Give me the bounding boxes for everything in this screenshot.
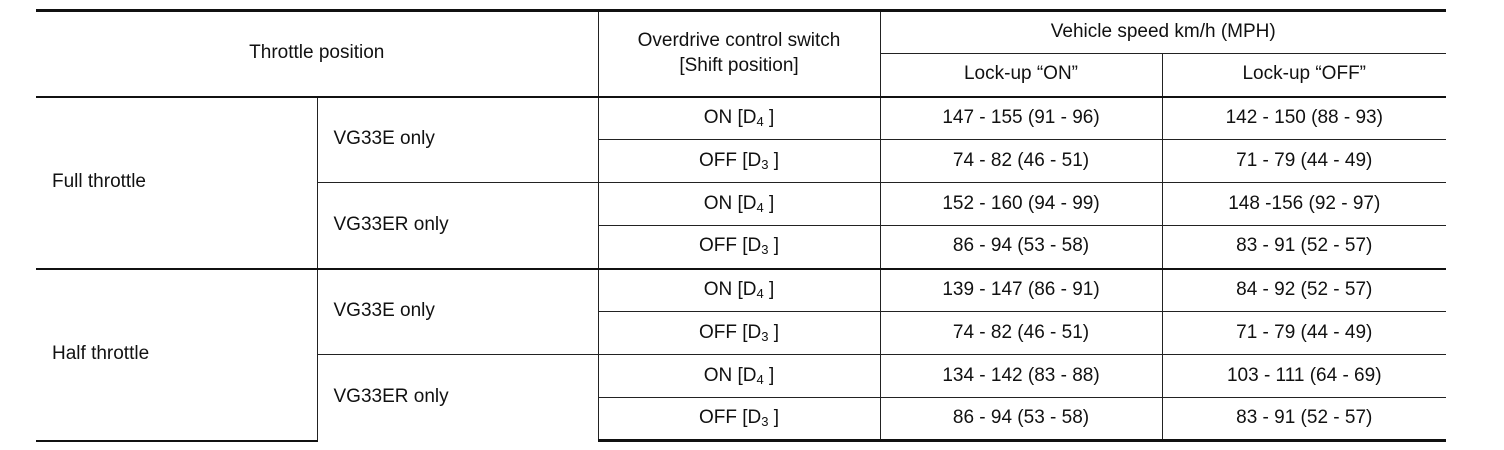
bracket-close: ] — [763, 364, 775, 386]
overdrive-switch-header-line1: Overdrive control switch — [637, 30, 841, 52]
throttle-label: Half throttle — [52, 343, 150, 365]
switch-state: ON — [703, 192, 733, 214]
gear-letter: D — [742, 192, 757, 214]
bracket-close: ] — [763, 106, 775, 128]
bracket-close: ] — [768, 235, 780, 257]
engine-cell — [317, 355, 598, 441]
bracket-open: [ — [732, 278, 743, 300]
gear-number: 4 — [756, 199, 764, 215]
throttle-position-header-text: Throttle position — [249, 42, 385, 64]
lockup-on-header-text: Lock-up “ON” — [963, 63, 1079, 85]
shift-position-cell — [598, 97, 880, 140]
bracket-open: [ — [736, 149, 748, 171]
lockup-on-value: 74 - 82 (46 - 51) — [880, 312, 1162, 355]
gear-letter: D — [747, 321, 762, 343]
gear-letter: D — [747, 149, 762, 171]
overdrive-switch-header-line2: [Shift position] — [679, 54, 799, 76]
shift-position-cell — [598, 183, 880, 226]
lockup-off-value: 84 - 92 (52 - 57) — [1162, 269, 1446, 312]
lockup-off-value: 103 - 111 (64 - 69) — [1162, 355, 1446, 398]
bracket-open: [ — [736, 407, 748, 429]
switch-state: OFF — [698, 407, 737, 429]
engine-label: VG33E only — [333, 300, 435, 322]
throttle-cell — [36, 269, 317, 441]
table-row — [36, 269, 1446, 312]
lockup-on-value: 86 - 94 (53 - 58) — [880, 398, 1162, 441]
switch-state: ON — [703, 278, 733, 300]
vehicle-speed-table — [36, 9, 1446, 442]
throttle-label: Full throttle — [52, 171, 146, 193]
lockup-off-header-text: Lock-up “OFF” — [1242, 63, 1367, 85]
bracket-open: [ — [732, 192, 743, 214]
shift-position-cell — [598, 140, 880, 183]
gear-letter: D — [742, 364, 757, 386]
lockup-on-value: 74 - 82 (46 - 51) — [880, 140, 1162, 183]
vehicle-speed-header — [880, 11, 1446, 54]
engine-cell — [317, 183, 598, 269]
gear-number: 3 — [761, 156, 769, 172]
gear-number: 3 — [761, 242, 769, 258]
gear-number: 3 — [761, 414, 769, 430]
lockup-on-value: 139 - 147 (86 - 91) — [880, 269, 1162, 312]
lockup-off-value: 148 -156 (92 - 97) — [1162, 183, 1446, 226]
bracket-open: [ — [736, 235, 748, 257]
bracket-close: ] — [768, 149, 780, 171]
lockup-on-value: 152 - 160 (94 - 99) — [880, 183, 1162, 226]
switch-state: OFF — [698, 149, 737, 171]
vehicle-speed-header-text: Vehicle speed km/h (MPH) — [1050, 21, 1276, 43]
throttle-position-header — [36, 11, 598, 97]
lockup-off-value: 71 - 79 (44 - 49) — [1162, 312, 1446, 355]
gear-number: 4 — [756, 113, 764, 129]
gear-letter: D — [742, 106, 757, 128]
switch-state: ON — [703, 106, 733, 128]
bracket-open: [ — [732, 364, 743, 386]
gear-letter: D — [747, 235, 762, 257]
gear-number: 4 — [756, 285, 764, 301]
lockup-off-value: 83 - 91 (52 - 57) — [1162, 226, 1446, 269]
switch-state: OFF — [698, 235, 737, 257]
lockup-on-value: 147 - 155 (91 - 96) — [880, 97, 1162, 140]
shift-position-cell — [598, 269, 880, 312]
bracket-close: ] — [763, 192, 775, 214]
table-body — [36, 97, 1446, 441]
engine-cell — [317, 97, 598, 183]
throttle-cell — [36, 97, 317, 269]
shift-position-cell — [598, 355, 880, 398]
bracket-open: [ — [736, 321, 748, 343]
gear-number: 3 — [761, 328, 769, 344]
shift-position-cell — [598, 312, 880, 355]
bracket-close: ] — [763, 278, 775, 300]
bracket-close: ] — [768, 407, 780, 429]
switch-state: OFF — [698, 321, 737, 343]
shift-position-cell — [598, 398, 880, 441]
bracket-close: ] — [768, 321, 780, 343]
lockup-off-value: 71 - 79 (44 - 49) — [1162, 140, 1446, 183]
shift-position-cell — [598, 226, 880, 269]
lockup-on-value: 134 - 142 (83 - 88) — [880, 355, 1162, 398]
lockup-on-header — [880, 54, 1162, 97]
lockup-off-value: 83 - 91 (52 - 57) — [1162, 398, 1446, 441]
table-row — [36, 97, 1446, 140]
bracket-open: [ — [732, 106, 743, 128]
gear-letter: D — [742, 278, 757, 300]
engine-label: VG33ER only — [333, 386, 449, 408]
engine-label: VG33ER only — [333, 213, 449, 235]
engine-label: VG33E only — [333, 128, 435, 150]
engine-cell — [317, 269, 598, 355]
switch-state: ON — [703, 364, 733, 386]
lockup-on-value: 86 - 94 (53 - 58) — [880, 226, 1162, 269]
gear-number: 4 — [756, 371, 764, 387]
lockup-off-value: 142 - 150 (88 - 93) — [1162, 97, 1446, 140]
lockup-off-header — [1162, 54, 1446, 97]
gear-letter: D — [747, 407, 762, 429]
overdrive-switch-header — [598, 11, 880, 97]
